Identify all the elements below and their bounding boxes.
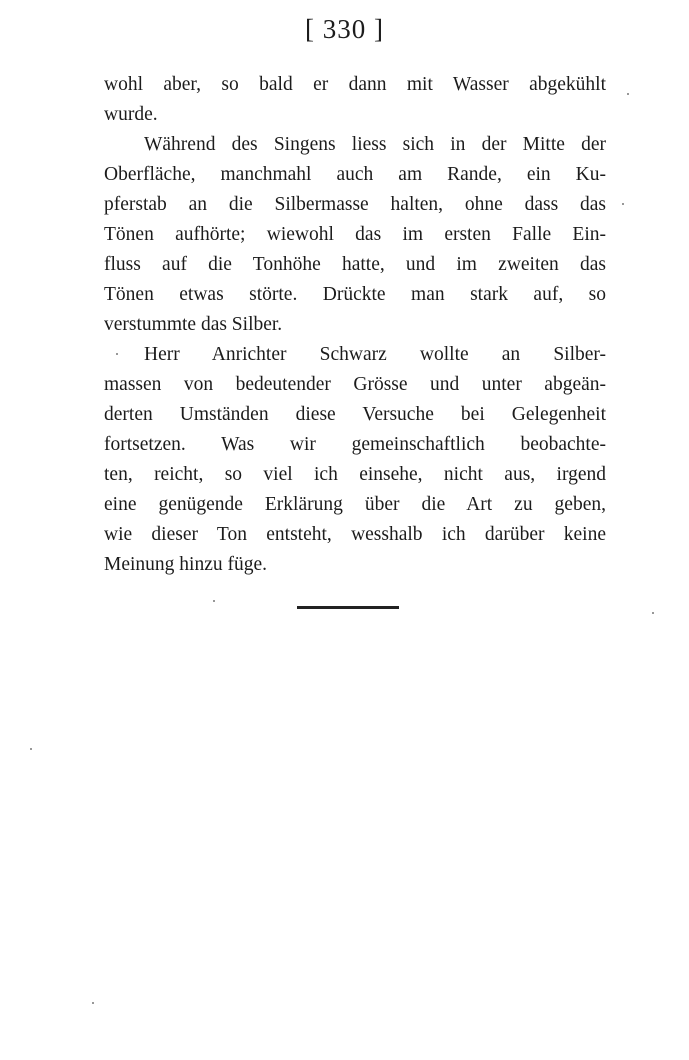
- text-line: fortsetzen. Was wir gemeinschaftlich beobachte-: [104, 434, 606, 455]
- text-line: Tönen aufhörte; wiewohl das im ersten Falle Ein-: [104, 224, 606, 245]
- paper-speck: [622, 203, 624, 205]
- paper-speck: [627, 93, 629, 95]
- text-line: verstummte das Silber.: [104, 314, 283, 335]
- text-line: eine genügende Erklärung über die Art zu geben,: [104, 494, 606, 515]
- text-line: Herr Anrichter Schwarz wollte an Silber-: [144, 344, 606, 365]
- text-line: pferstab an die Silbermasse halten, ohne dass das: [104, 194, 606, 215]
- page-number: [ 330 ]: [305, 14, 384, 44]
- text-line: wie dieser Ton entsteht, wesshalb ich darüber keine: [104, 524, 606, 545]
- text-line: derten Umständen diese Versuche bei Gelegenheit: [104, 404, 606, 425]
- paper-speck: [213, 600, 215, 602]
- text-line: massen von bedeutender Grösse und unter abgeän-: [104, 374, 606, 395]
- text-line: Während des Singens liess sich in der Mitte der: [144, 134, 606, 155]
- text-line: wohl aber, so bald er dann mit Wasser abgekühlt: [104, 74, 606, 95]
- end-rule: [297, 606, 399, 609]
- text-line: Tönen etwas störte. Drückte man stark auf, so: [104, 284, 606, 305]
- paper-speck: [652, 612, 654, 614]
- paper-speck: [92, 1002, 94, 1004]
- text-line: ten, reicht, so viel ich einsehe, nicht aus, irgend: [104, 464, 606, 485]
- paper-speck: [30, 748, 32, 750]
- body-text: [104, 70, 606, 580]
- text-line: wurde.: [104, 104, 158, 125]
- paper-speck: [116, 353, 118, 355]
- text-line: Meinung hinzu füge.: [104, 554, 268, 575]
- text-line: fluss auf die Tonhöhe hatte, und im zweiten das: [104, 254, 606, 275]
- text-line: Oberfläche, manchmahl auch am Rande, ein Ku-: [104, 164, 606, 185]
